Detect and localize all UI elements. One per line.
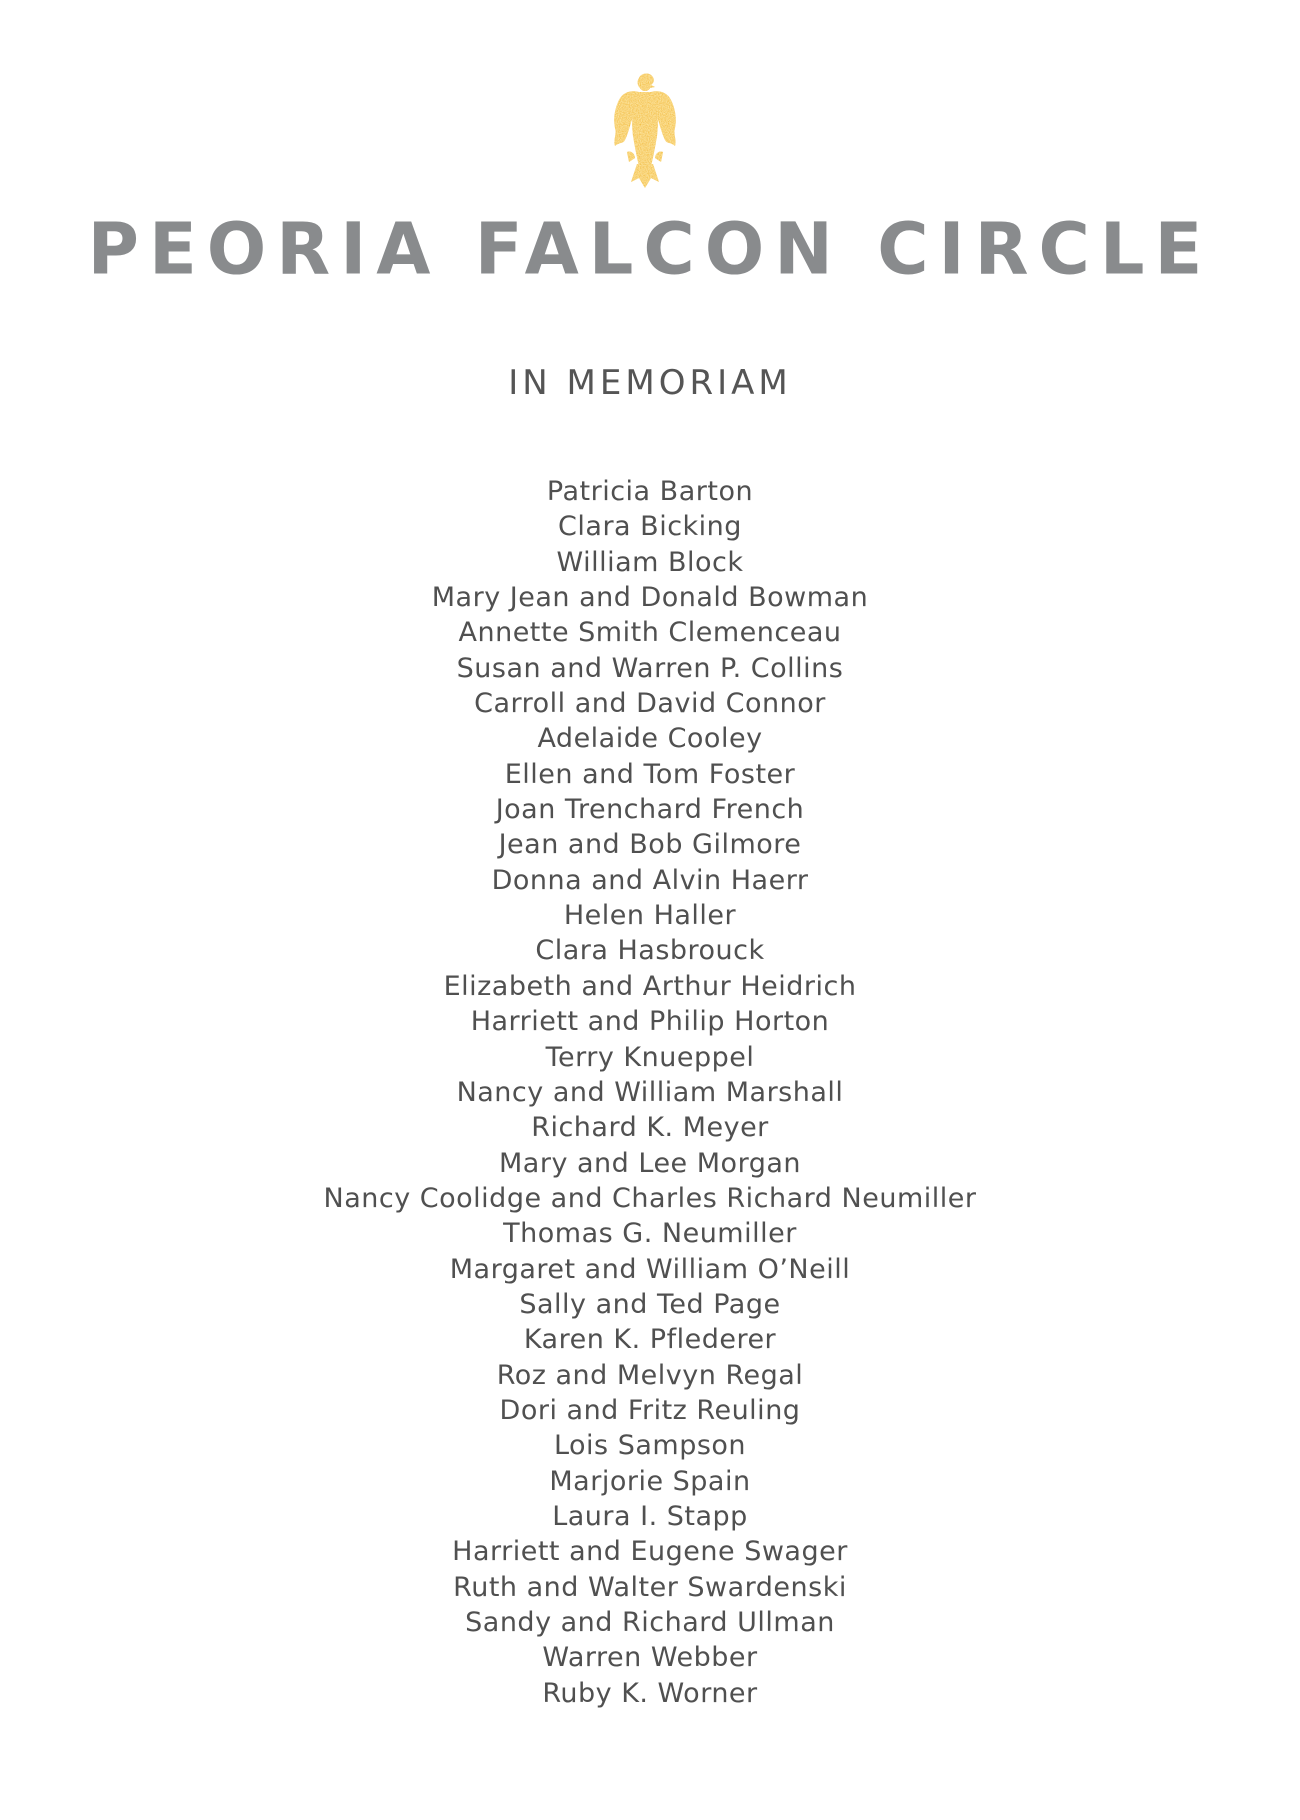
memorial-names-list	[0, 474, 1300, 1711]
memorial-name: Margaret and William O’Neill	[449, 1253, 851, 1285]
memorial-name: Sally and Ted Page	[519, 1288, 781, 1320]
memorial-name: Harriett and Eugene Swager	[452, 1536, 848, 1568]
memorial-name: Clara Hasbrouck	[535, 935, 765, 967]
memorial-name: Carroll and David Connor	[474, 688, 826, 720]
organization-name: PEORIA FALCON CIRCLE	[87, 207, 1213, 291]
memorial-name: Ruth and Walter Swardenski	[453, 1571, 847, 1603]
memorial-name: Jean and Bob Gilmore	[498, 829, 802, 861]
memorial-name: Elizabeth and Arthur Heidrich	[443, 970, 857, 1002]
memorial-name: Warren Webber	[542, 1642, 758, 1674]
memorial-name: William Block	[556, 546, 744, 578]
memorial-name: Annette Smith Clemenceau	[458, 617, 842, 649]
memorial-name: Dori and Fritz Reuling	[499, 1394, 801, 1426]
memorial-name: Donna and Alvin Haerr	[491, 864, 809, 896]
memorial-name: Joan Trenchard French	[495, 794, 805, 826]
memorial-name: Ruby K. Worner	[542, 1677, 758, 1709]
memorial-name: Lois Sampson	[553, 1430, 747, 1462]
memorial-name: Nancy and William Marshall	[456, 1076, 844, 1108]
memorial-name: Mary Jean and Donald Bowman	[431, 582, 869, 614]
eagle-icon	[595, 70, 695, 195]
memorial-name: Karen K. Pflederer	[523, 1324, 777, 1356]
memorial-name: Marjorie Spain	[549, 1465, 751, 1497]
memorial-name: Mary and Lee Morgan	[499, 1147, 801, 1179]
memorial-name: Harriett and Philip Horton	[470, 1006, 830, 1038]
memorial-name: Helen Haller	[563, 900, 737, 932]
memorial-name: Patricia Barton	[546, 476, 754, 507]
memorial-name: Adelaide Cooley	[537, 723, 763, 755]
memorial-name: Clara Bicking	[558, 511, 742, 543]
memorial-name: Thomas G. Neumiller	[503, 1218, 797, 1250]
section-heading: IN MEMORIAM	[508, 363, 792, 403]
memorial-name: Sandy and Richard Ullman	[465, 1607, 835, 1638]
memorial-name: Nancy Coolidge and Charles Richard Neumiller	[323, 1182, 977, 1214]
memorial-name: Susan and Warren P. Collins	[456, 652, 844, 684]
memorial-name: Richard K. Meyer	[531, 1112, 769, 1144]
memorial-name: Ellen and Tom Foster	[504, 758, 796, 790]
memorial-name: Roz and Melvyn Regal	[496, 1359, 804, 1391]
memorial-name: Terry Knueppel	[545, 1041, 755, 1073]
memorial-name: Laura I. Stapp	[552, 1500, 748, 1532]
